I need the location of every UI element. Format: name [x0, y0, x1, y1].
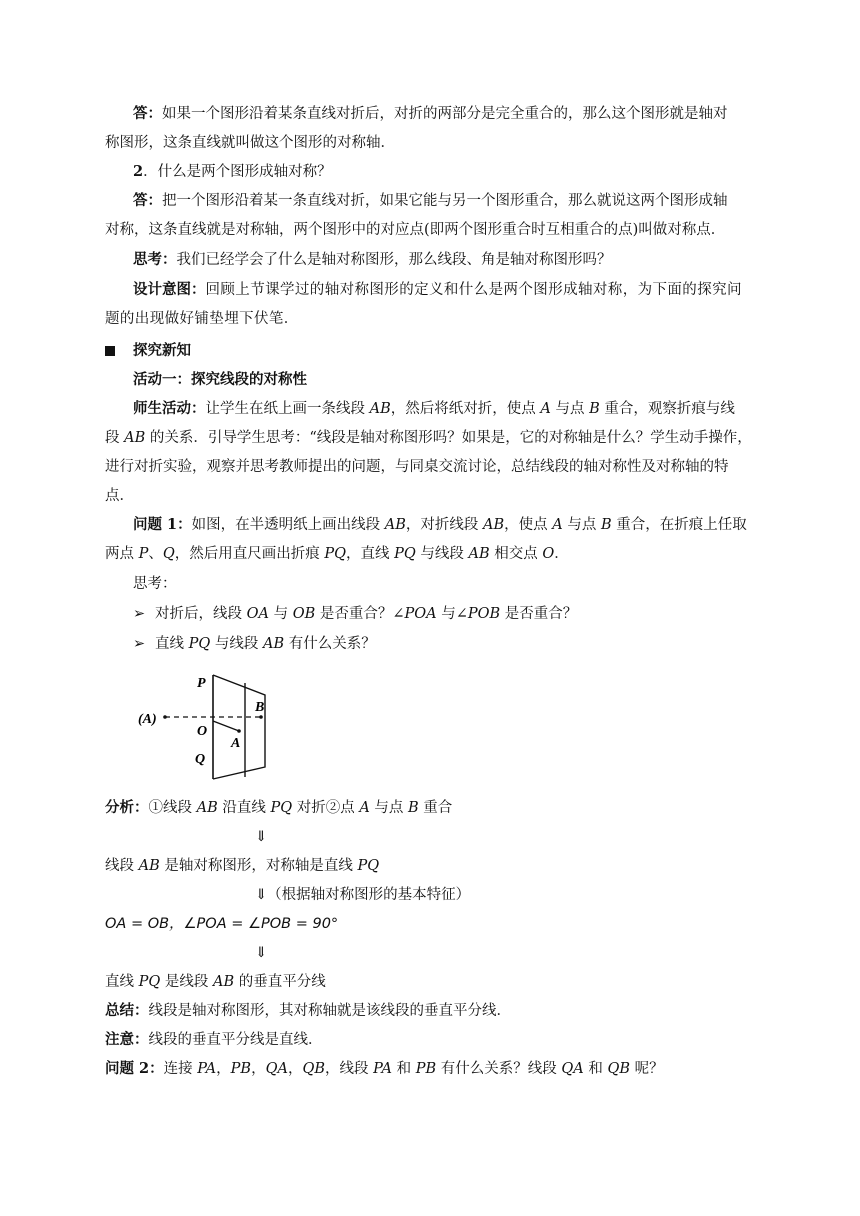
analysis-line-1: 分析：①线段 AB 沿直线 PQ 对折②点 A 与点 B 重合 [105, 799, 453, 816]
label-a-paren: (A) [138, 712, 157, 727]
analysis-arrow-3: ⇓ [255, 945, 268, 961]
question-2-line: 2．什么是两个图形成轴对称？ [133, 163, 332, 180]
question-number: 2 [133, 163, 144, 180]
analysis-line-2: 线段 AB 是轴对称图形，对称轴是直线 PQ [105, 858, 380, 874]
paper-sheet-outline [213, 675, 265, 779]
analysis-line-4: 直线 PQ 是线段 AB 的垂直平分线 [105, 974, 326, 990]
design-intent-line: 设计意图：回顾上节课学过的轴对称图形的定义和什么是两个图形成轴对称，为下面的探究问 [133, 281, 742, 298]
answer-1-line [133, 103, 728, 125]
activity-1-heading: 活动一：探究线段的对称性 [133, 371, 307, 388]
answer-1-cont: 称图形，这条直线就叫做这个图形的对称轴． [105, 135, 395, 151]
arrow-bullet-icon: ➢ [133, 606, 146, 622]
fold-diagram [135, 665, 275, 785]
square-bullet-icon [105, 346, 115, 356]
answer-label: 答： [133, 105, 162, 122]
analysis-arrow-1: ⇓ [255, 829, 268, 845]
think-1-line: 思考：我们已经学会了什么是轴对称图形，那么线段、角是轴对称图形吗？ [133, 251, 612, 268]
teacher-activity-line-3: 进行对折实验，观察并思考教师提出的问题，与同桌交流讨论，总结线段的轴对称性及对称轴的特 [105, 459, 729, 475]
answer-2-cont: 对称，这条直线就是对称轴，两个图形中的对应点(即两个图形重合时互相重合的点)叫做对称点． [105, 222, 726, 238]
label-b: B [255, 700, 265, 715]
teacher-activity-line-2: 段 AB 的关系．引导学生思考：“线段是轴对称图形吗？如果是，它的对称轴是什么？学生动手操作， [105, 430, 752, 446]
answer-text: 如果一个图形沿着某条直线对折后，对折的两部分是完全重合的，那么这个图形就是轴对 [162, 106, 728, 122]
question-1-line-2: 两点 P、Q，然后用直尺画出折痕 PQ，直线 PQ 与线段 AB 相交点 O． [105, 546, 569, 562]
bullet-1: ➢ 对折后，线段 OA 与 OB 是否重合？∠POA 与∠POB 是否重合？ [133, 603, 577, 625]
label-q: Q [195, 752, 206, 767]
question-2b-line: 问题 2：连接 PA，PB，QA，QB，线段 PA 和 PB 有什么关系？线段 QA 和 QB 呢？ [105, 1060, 664, 1077]
arrow-bullet-icon: ➢ [133, 636, 146, 652]
analysis-arrow-2: ⇓（根据轴对称图形的基本特征） [255, 887, 471, 903]
note-line: 注意：线段的垂直平分线是直线． [105, 1031, 323, 1048]
label-o: O [197, 724, 208, 739]
question-1-line-1: 问题 1：如图，在半透明纸上画出线段 AB，对折线段 AB，使点 A 与点 B 重合，在折痕上任取 [133, 516, 747, 533]
think-2-label: 思考： [133, 576, 177, 592]
summary-line: 总结：线段是轴对称图形，其对称轴就是该线段的垂直平分线． [105, 1002, 511, 1019]
design-intent-cont: 题的出现做好铺垫埋下伏笔． [105, 311, 299, 327]
answer-2-line: 答：把一个图形沿着某一条直线对折，如果它能与另一个图形重合，那么就说这两个图形成轴 [133, 192, 728, 209]
section-heading: 探究新知 [105, 340, 191, 362]
label-a: A [231, 736, 241, 751]
segment-oa [213, 721, 239, 731]
teacher-activity-line-4: 点． [105, 488, 134, 504]
bullet-2: ➢ 直线 PQ 与线段 AB 有什么关系？ [133, 633, 376, 655]
analysis-equation: OA = OB，∠POA = ∠POB = 90° [105, 916, 339, 932]
teacher-activity-line-1: 师生活动：让学生在纸上画一条线段 AB，然后将纸对折，使点 A 与点 B 重合，观察折痕与线 [133, 400, 735, 417]
label-p: P [197, 676, 206, 691]
